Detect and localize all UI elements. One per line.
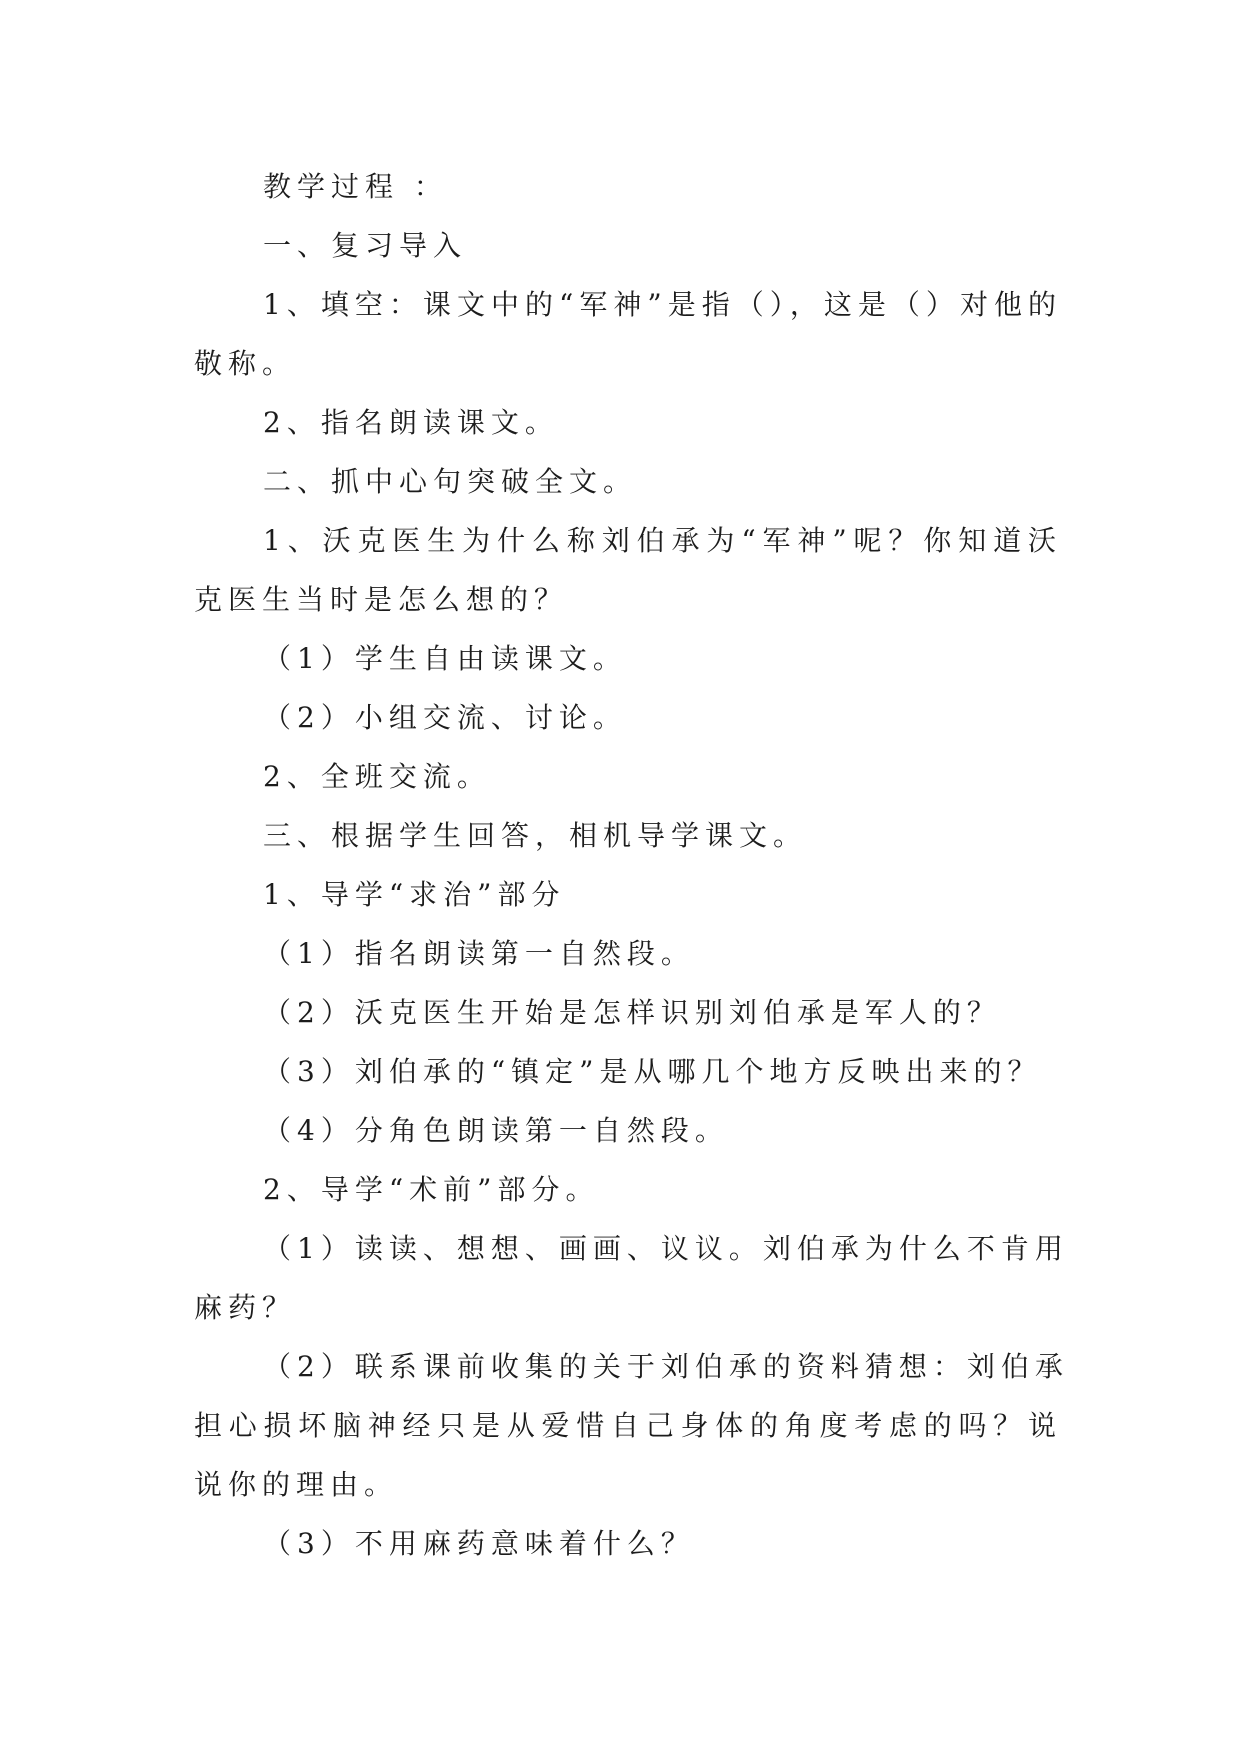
paragraph <box>194 747 1062 806</box>
text-line: （2）小组交流、讨论。 <box>263 701 627 734</box>
text-line: （2）沃克医生开始是怎样识别刘伯承是军人的？ <box>263 996 1001 1029</box>
text-line: （1）指名朗读第一自然段。 <box>263 937 695 970</box>
text-line: 担心损坏脑神经只是从爱惜自己身体的角度考虑的吗？说 <box>194 1409 1062 1442</box>
text-line: 麻药？ <box>194 1291 297 1324</box>
text-line: 1、导学“求治”部分 <box>263 878 566 911</box>
text-line: （2）联系课前收集的关于刘伯承的资料猜想：刘伯承 <box>263 1350 1069 1383</box>
paragraph <box>194 983 1062 1042</box>
text-line: 1、沃克医生为什么称刘伯承为“军神”呢？你知道沃 <box>263 524 1062 557</box>
text-line: （1）学生自由读课文。 <box>263 642 627 675</box>
paragraph <box>194 216 1062 275</box>
paragraph <box>194 629 1062 688</box>
text-line: （3）刘伯承的“镇定”是从哪几个地方反映出来的？ <box>263 1055 1042 1088</box>
paragraph <box>194 157 1062 216</box>
paragraph <box>194 924 1062 983</box>
section-heading: 一、复习导入 <box>263 229 468 262</box>
paragraph <box>194 865 1062 924</box>
section-heading: 三、根据学生回答，相机导学课文。 <box>263 819 808 852</box>
paragraph <box>194 393 1062 452</box>
section-heading: 二、抓中心句突破全文。 <box>263 465 638 498</box>
paragraph <box>194 452 1062 511</box>
paragraph <box>194 1337 1069 1514</box>
section-heading: 教学过程 ： <box>263 170 448 203</box>
text-line: （3）不用麻药意味着什么？ <box>263 1527 695 1560</box>
text-line: 2、全班交流。 <box>263 760 491 793</box>
page-content <box>194 157 1069 1573</box>
paragraph <box>194 1042 1062 1101</box>
text-line: 敬称。 <box>194 347 297 380</box>
paragraph <box>194 688 1062 747</box>
text-line: 1、填空：课文中的“军神”是指（），这是（）对他的 <box>263 288 1062 321</box>
paragraph <box>194 1160 1062 1219</box>
paragraph <box>194 275 1062 393</box>
text-line: 2、导学“术前”部分。 <box>263 1173 600 1206</box>
paragraph <box>194 511 1062 629</box>
paragraph <box>194 1101 1062 1160</box>
paragraph <box>194 806 1062 865</box>
text-line: 克医生当时是怎么想的？ <box>194 583 569 616</box>
text-line: 2、指名朗读课文。 <box>263 406 559 439</box>
paragraph <box>194 1514 1062 1573</box>
paragraph <box>194 1219 1069 1337</box>
text-line: （4）分角色朗读第一自然段。 <box>263 1114 729 1147</box>
text-line: 说你的理由。 <box>194 1468 399 1501</box>
text-line: （1）读读、想想、画画、议议。刘伯承为什么不肯用 <box>263 1232 1069 1265</box>
